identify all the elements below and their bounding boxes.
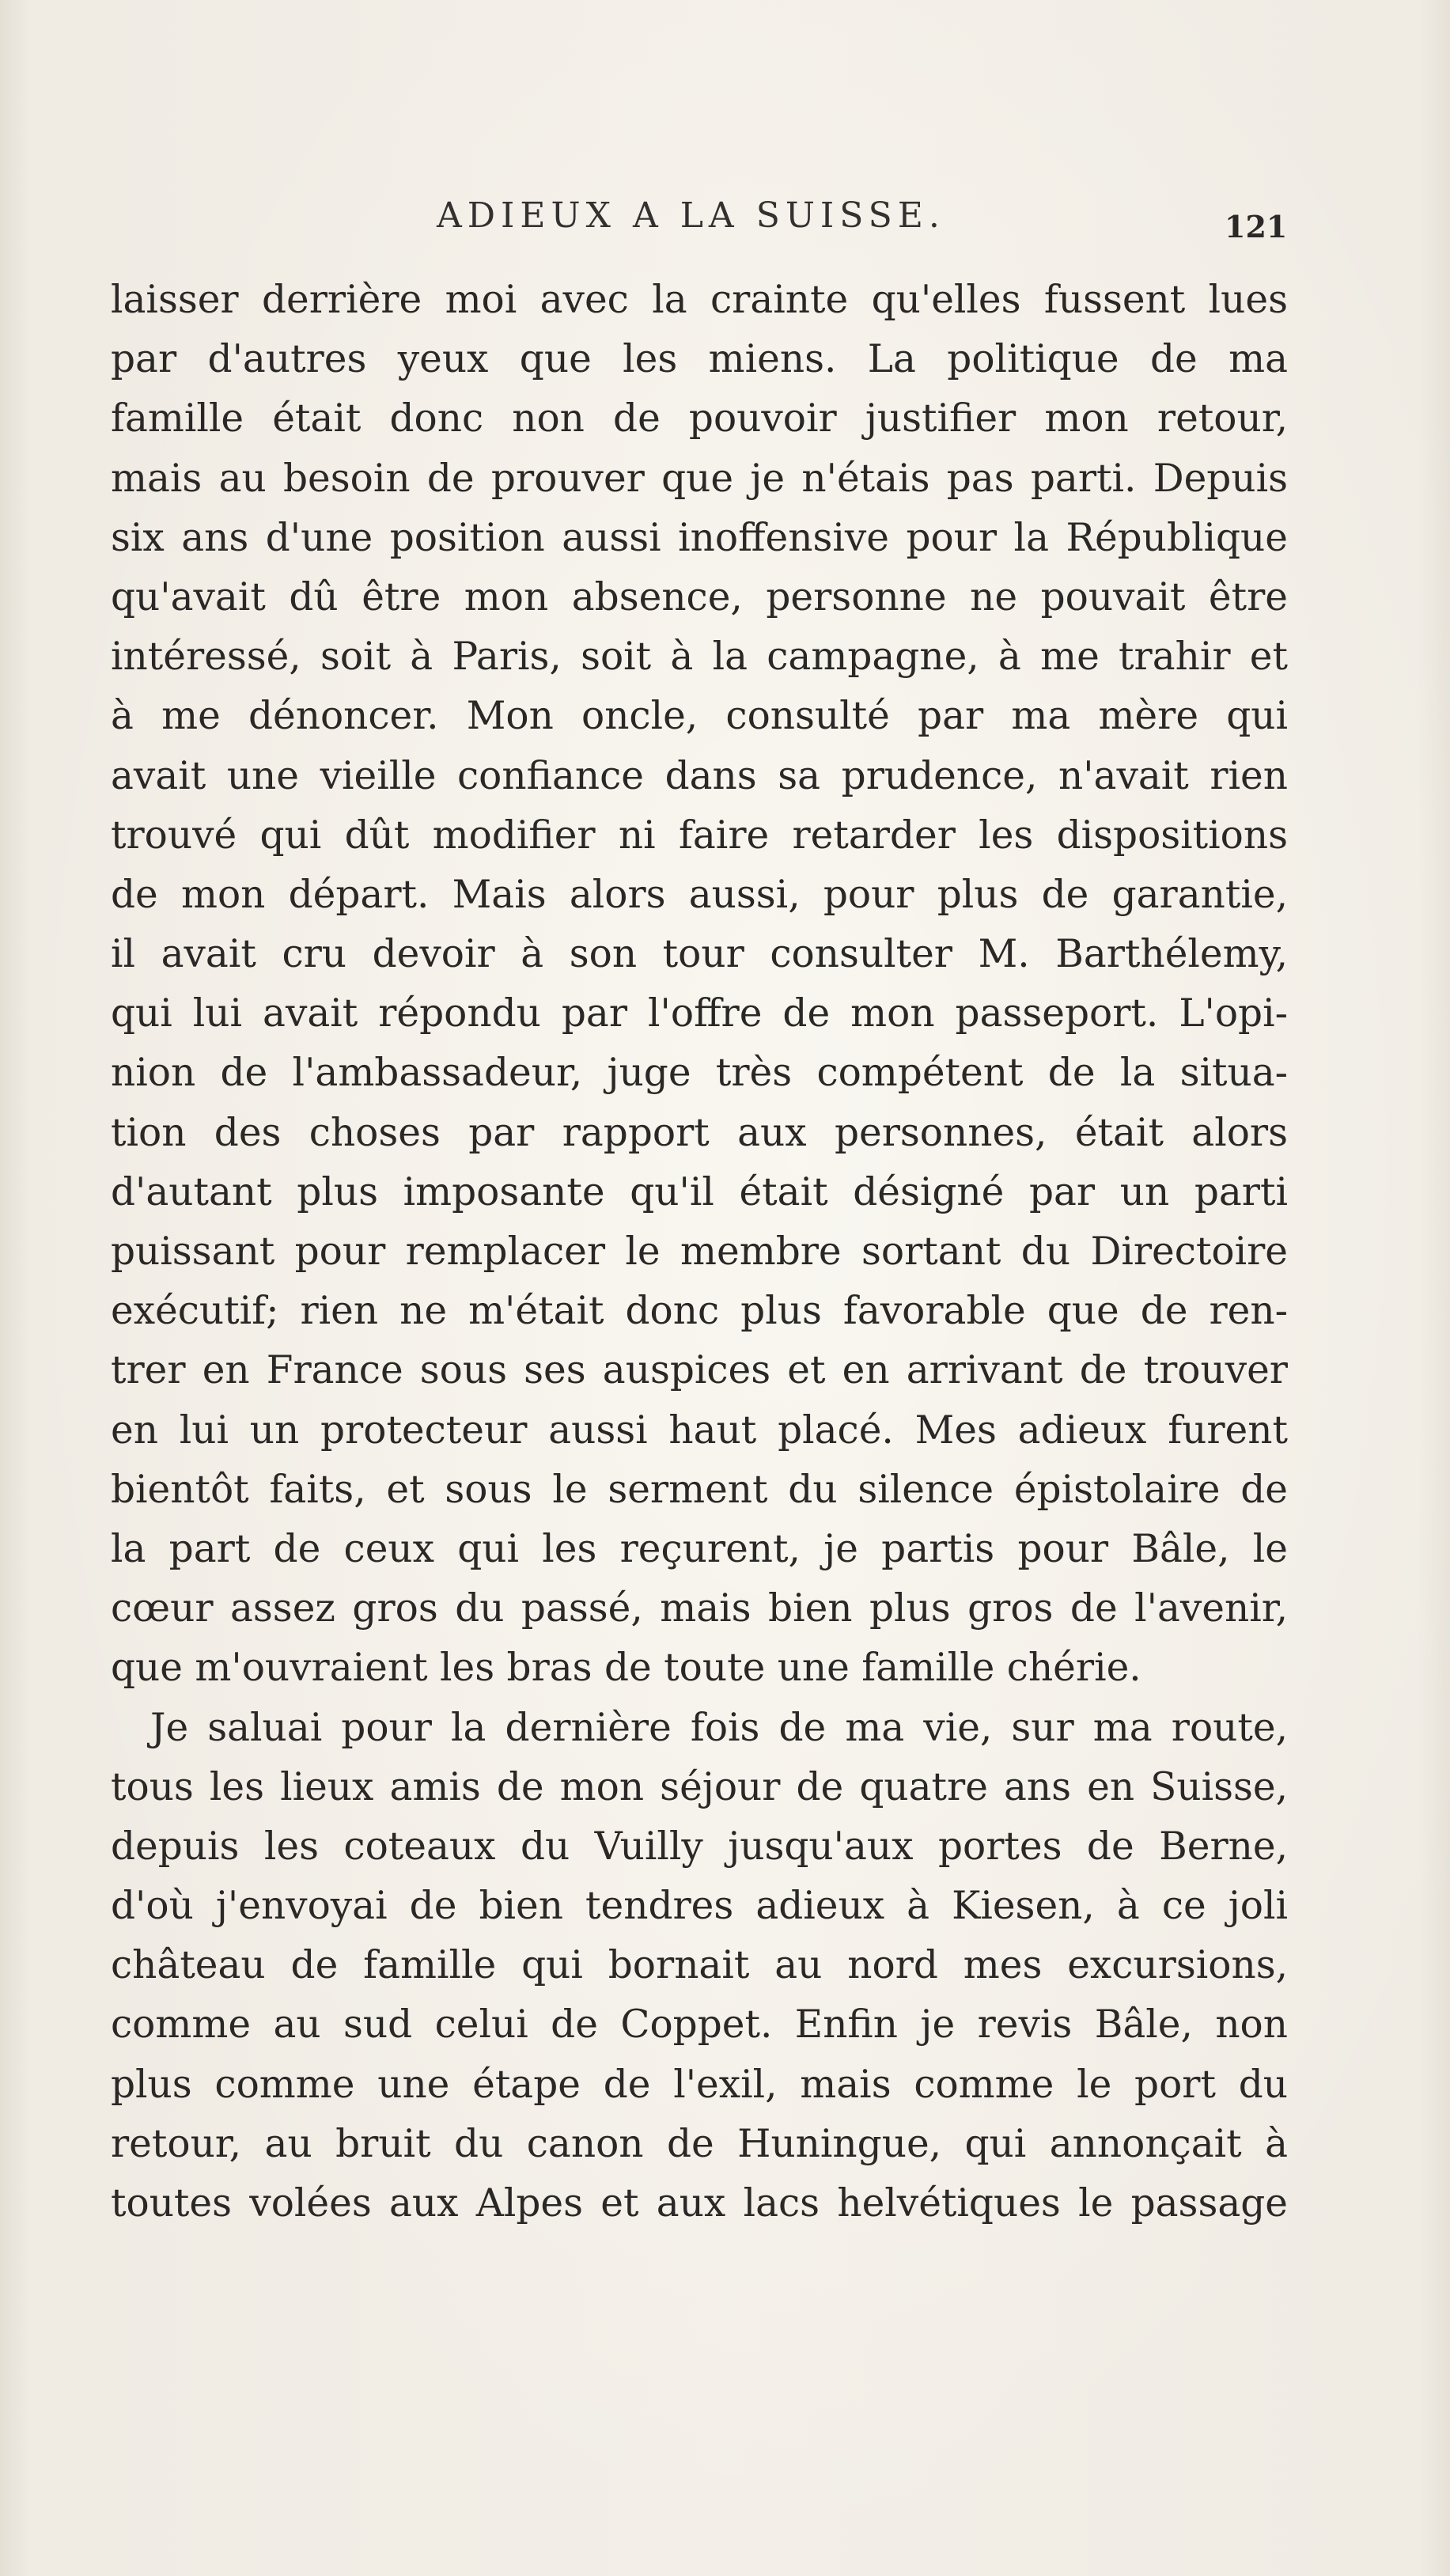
text-line: tous les lieux amis de mon séjour de quatre ans en Suisse,	[111, 1764, 1288, 1809]
text-line: nion de l'ambassadeur, juge très compétent de la situa-	[111, 1051, 1288, 1096]
text-line: qu'avait dû être mon absence, personne ne pouvait être	[111, 574, 1288, 619]
text-line: plus comme une étape de l'exil, mais comme le port du	[111, 2062, 1288, 2107]
text-line: tion des choses par rapport aux personnes, était alors	[111, 1110, 1288, 1155]
text-line: d'autant plus imposante qu'il était désigné par un parti	[111, 1169, 1288, 1214]
text-line: en lui un protecteur aussi haut placé. Mes adieux furent	[111, 1407, 1288, 1453]
text-line: bientôt faits, et sous le serment du silence épistolaire de	[111, 1467, 1288, 1512]
text-line: toutes volées aux Alpes et aux lacs helvétiques le passage	[111, 2181, 1288, 2226]
text-line: retour, au bruit du canon de Huningue, qui annonçait à	[111, 2121, 1288, 2166]
text-line: laisser derrière moi avec la crainte qu'elles fussent lues	[111, 278, 1288, 322]
text-line: la part de ceux qui les reçurent, je partis pour Bâle, le	[111, 1526, 1288, 1571]
text-line: de mon départ. Mais alors aussi, pour plus de garantie,	[111, 872, 1288, 917]
text-line: par d'autres yeux que les miens. La politique de ma	[111, 337, 1288, 382]
text-line: il avait cru devoir à son tour consulter M. Barthélemy,	[111, 932, 1288, 977]
text-line: intéressé, soit à Paris, soit à la campagne, à me trahir et	[111, 635, 1288, 680]
text-line: puissant pour remplacer le membre sortant du Directoire	[111, 1229, 1288, 1274]
text-line: cœur assez gros du passé, mais bien plus gros de l'avenir,	[111, 1586, 1288, 1631]
paragraph-last-line: que m'ouvraient les bras de toute une famille chérie.	[111, 1646, 1141, 1691]
page-header	[0, 194, 1450, 249]
text-line: trouvé qui dût modifier ni faire retarder les dispositions	[111, 813, 1288, 858]
body-text	[111, 271, 1288, 2233]
running-title: ADIEUX A LA SUISSE.	[437, 195, 945, 236]
page-number: 121	[1225, 209, 1288, 244]
text-line: famille était donc non de pouvoir justifier mon retour,	[111, 396, 1288, 441]
text-line: avait une vieille confiance dans sa prudence, n'avait rien	[111, 753, 1288, 798]
text-line: six ans d'une position aussi inoffensive pour la République	[111, 515, 1288, 560]
paragraph-first-line: Je saluai pour la dernière fois de ma vie, sur ma route,	[150, 1705, 1288, 1750]
text-line: qui lui avait répondu par l'offre de mon passeport. L'opi-	[111, 991, 1288, 1036]
text-line: à me dénoncer. Mon oncle, consulté par ma mère qui	[111, 694, 1288, 739]
text-line: depuis les coteaux du Vuilly jusqu'aux portes de Berne,	[111, 1824, 1288, 1869]
text-line: exécutif; rien ne m'était donc plus favorable que de ren-	[111, 1289, 1288, 1334]
text-line: trer en France sous ses auspices et en arrivant de trouver	[111, 1348, 1288, 1393]
text-line: mais au besoin de prouver que je n'étais pas parti. Depuis	[111, 456, 1288, 501]
text-line: château de famille qui bornait au nord mes excursions,	[111, 1943, 1288, 1988]
text-line: comme au sud celui de Coppet. Enfin je revis Bâle, non	[111, 2002, 1288, 2048]
text-line: d'où j'envoyai de bien tendres adieux à Kiesen, à ce joli	[111, 1884, 1288, 1929]
